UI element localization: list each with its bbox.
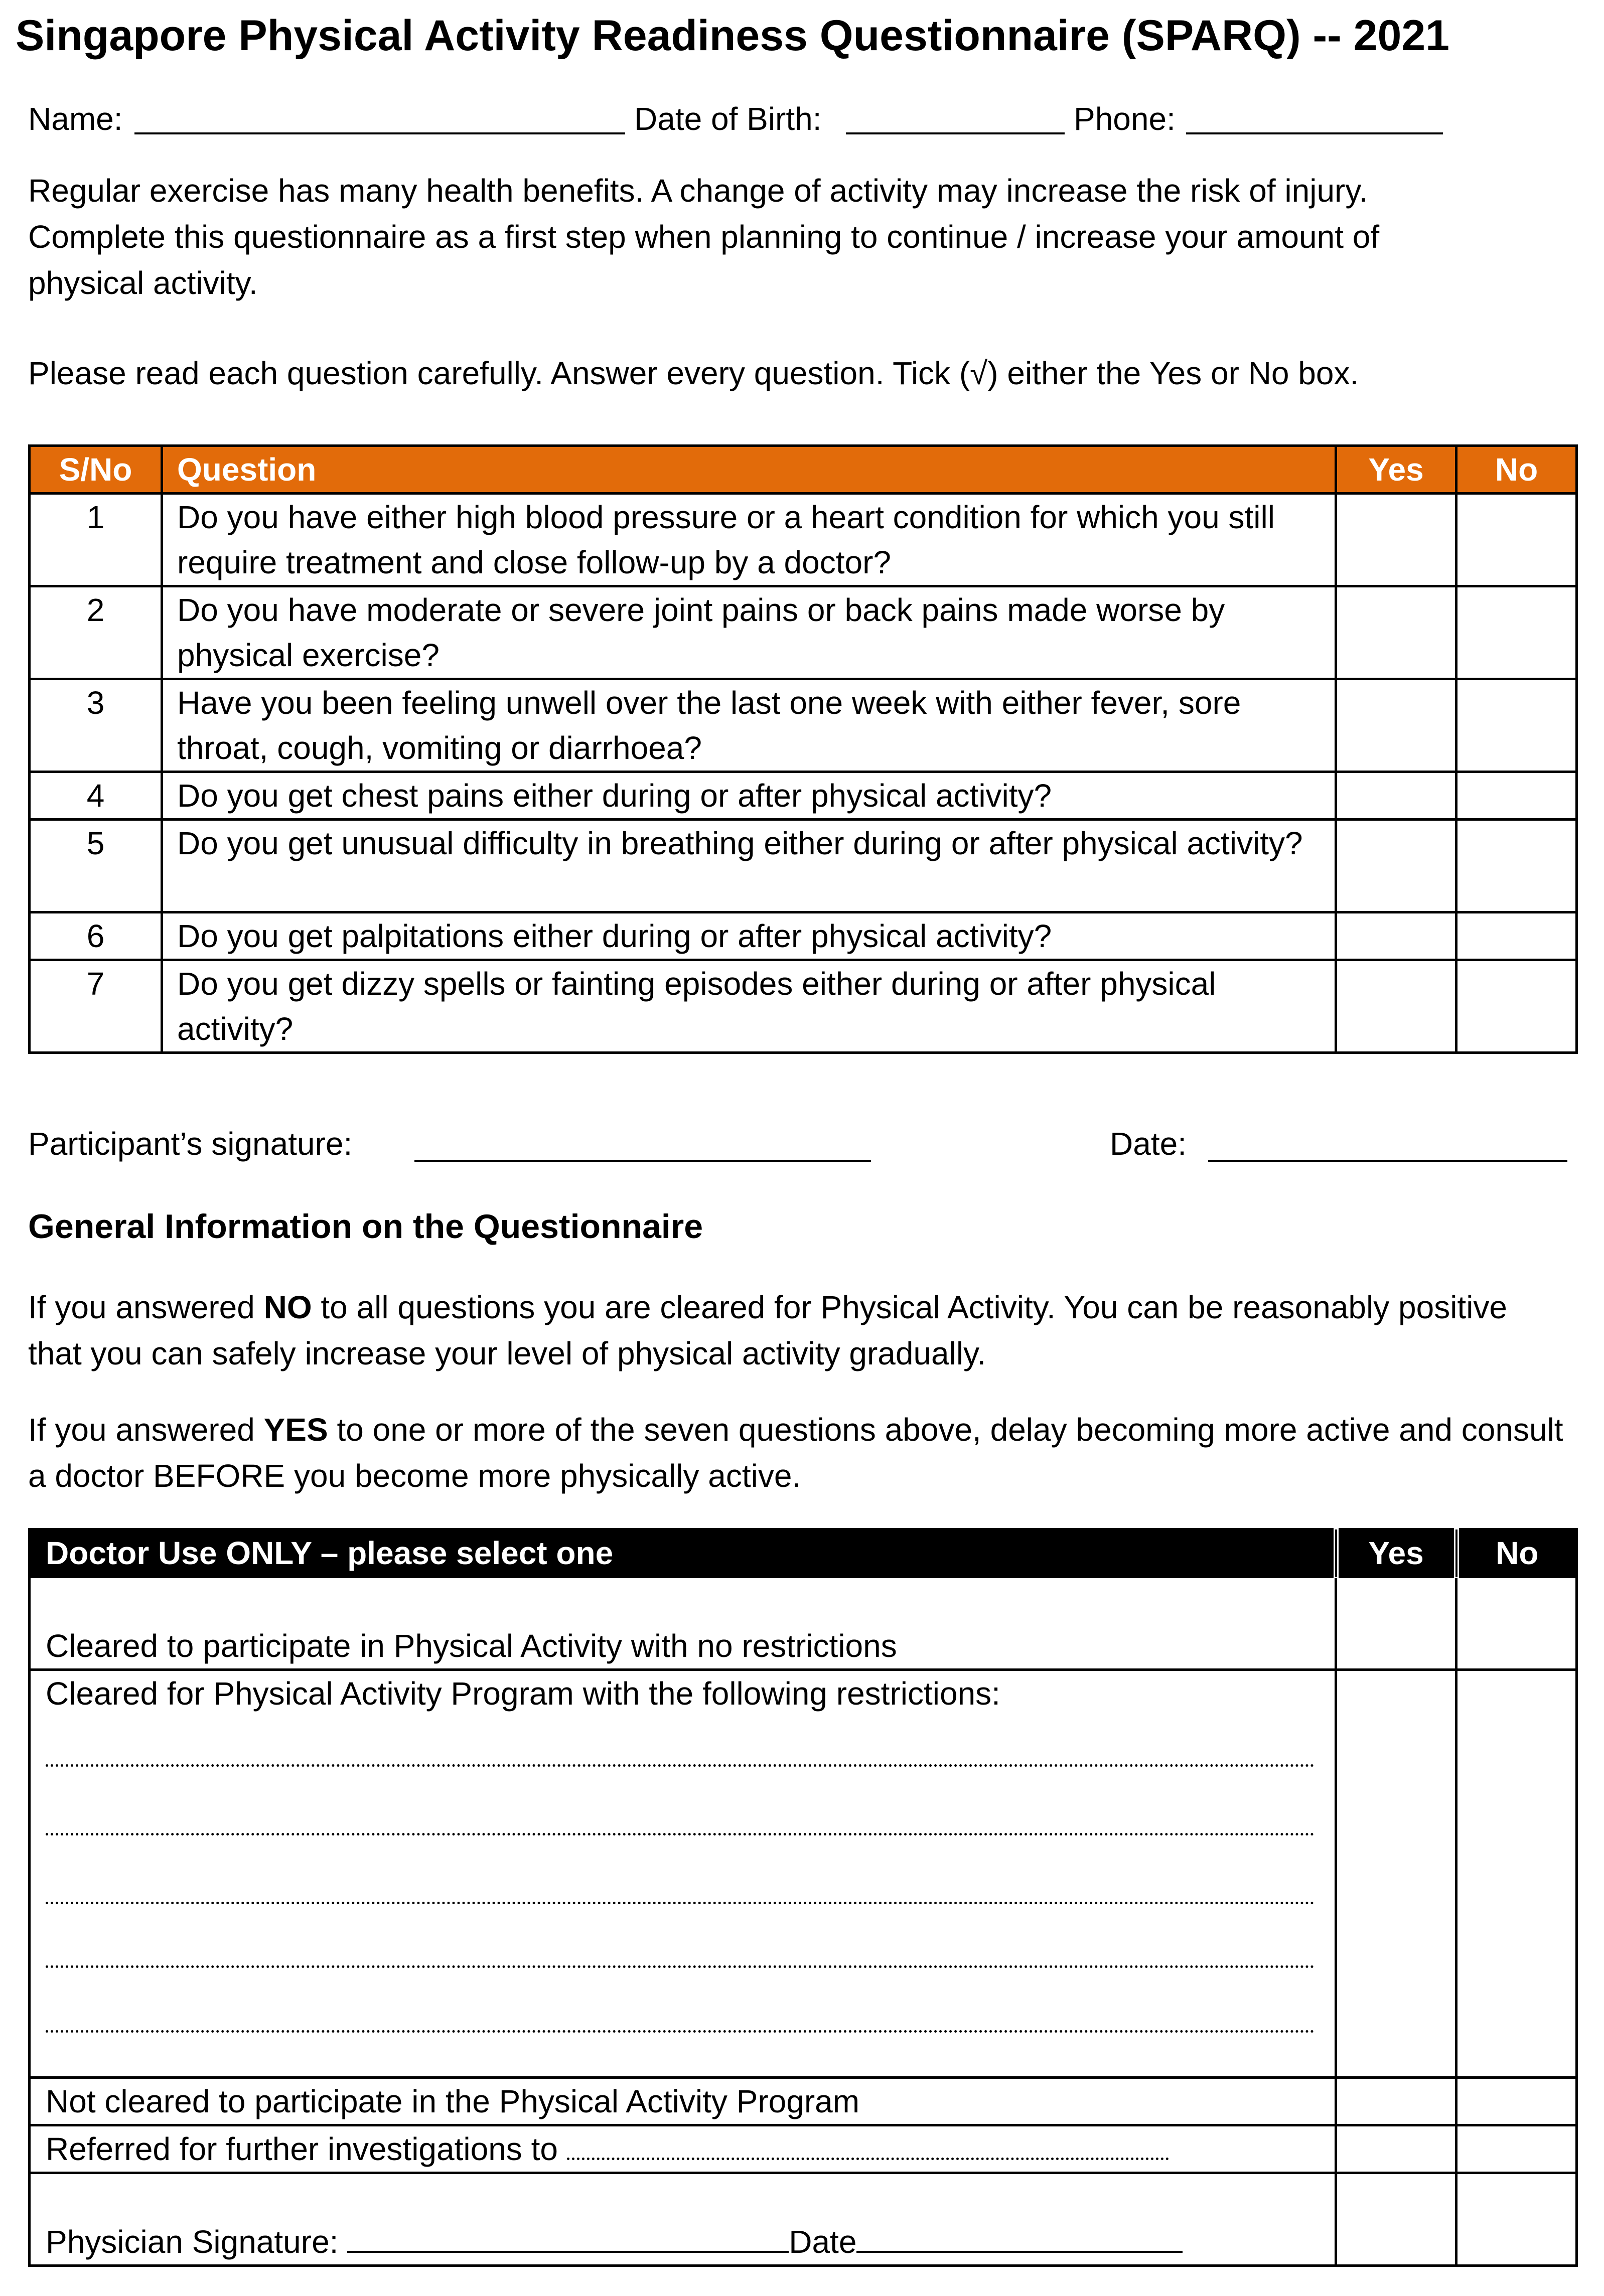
no-checkbox[interactable] bbox=[1456, 1670, 1577, 2078]
dob-label: Date of Birth: bbox=[634, 101, 822, 137]
general-info-paragraph-no: If you answered NO to all questions you are cleared for Physical Activity. You can be reasonably positive that you can safely increase your level of physical activity gradually. bbox=[28, 1289, 1507, 1371]
doctor-header-no: No bbox=[1456, 1529, 1577, 1577]
yes-checkbox[interactable] bbox=[1336, 2173, 1456, 2266]
restriction-line[interactable] bbox=[46, 1965, 1315, 1968]
yes-checkbox[interactable] bbox=[1336, 494, 1456, 586]
yes-checkbox[interactable] bbox=[1336, 1670, 1456, 2078]
doctor-table bbox=[28, 1528, 1578, 2267]
row-cleared-with-restrictions bbox=[30, 1670, 1336, 2078]
no-checkbox[interactable] bbox=[1456, 2125, 1577, 2173]
table-row bbox=[30, 2125, 1577, 2173]
restriction-line[interactable] bbox=[46, 1902, 1315, 1904]
name-label: Name: bbox=[28, 101, 123, 137]
question-number: 6 bbox=[30, 912, 162, 960]
yes-checkbox[interactable] bbox=[1336, 2078, 1456, 2125]
header-question: Question bbox=[162, 446, 1336, 494]
dob-field[interactable] bbox=[846, 132, 1065, 134]
table-row bbox=[30, 2078, 1577, 2125]
header-sno: S/No bbox=[30, 446, 162, 494]
signature-date-label: Date: bbox=[1110, 1126, 1187, 1162]
yes-checkbox[interactable] bbox=[1336, 586, 1456, 679]
general-info-paragraph-yes: If you answered YES to one or more of the seven questions above, delay becoming more active and consult a doctor BEFORE you become more physically active. bbox=[28, 1412, 1563, 1494]
restriction-line[interactable] bbox=[46, 1833, 1315, 1835]
table-row bbox=[30, 772, 1577, 820]
referred-field[interactable] bbox=[567, 2158, 1169, 2160]
yes-checkbox[interactable] bbox=[1336, 960, 1456, 1053]
table-row bbox=[30, 912, 1577, 960]
table-row bbox=[30, 679, 1577, 772]
no-checkbox[interactable] bbox=[1456, 679, 1577, 772]
question-number: 3 bbox=[30, 679, 162, 772]
table-row bbox=[30, 820, 1577, 912]
name-field[interactable] bbox=[134, 132, 625, 134]
question-table bbox=[28, 444, 1578, 1054]
question-text: Do you get chest pains either during or after physical activity? bbox=[162, 772, 1336, 820]
question-text: Do you have moderate or severe joint pains or back pains made worse by physical exercise? bbox=[162, 586, 1336, 679]
yes-checkbox[interactable] bbox=[1336, 679, 1456, 772]
question-number: 4 bbox=[30, 772, 162, 820]
restrictions-label: Cleared for Physical Activity Program with the following restrictions: bbox=[46, 1675, 1000, 1712]
signature-date-field[interactable] bbox=[1208, 1160, 1567, 1162]
table-row bbox=[30, 2173, 1577, 2266]
question-text: Do you get dizzy spells or fainting episodes either during or after physical activity? bbox=[162, 960, 1336, 1053]
yes-checkbox[interactable] bbox=[1336, 2125, 1456, 2173]
row-not-cleared: Not cleared to participate in the Physical Activity Program bbox=[30, 2078, 1336, 2125]
no-checkbox[interactable] bbox=[1456, 586, 1577, 679]
no-checkbox[interactable] bbox=[1456, 494, 1577, 586]
participant-signature-label: Participant’s signature: bbox=[28, 1126, 353, 1162]
no-checkbox[interactable] bbox=[1456, 912, 1577, 960]
physician-date-field[interactable] bbox=[856, 2251, 1183, 2253]
table-row bbox=[30, 1670, 1577, 2078]
no-checkbox[interactable] bbox=[1456, 820, 1577, 912]
participant-signature-field[interactable] bbox=[414, 1160, 871, 1162]
header-yes: Yes bbox=[1336, 446, 1456, 494]
restriction-line[interactable] bbox=[46, 2030, 1315, 2033]
no-checkbox[interactable] bbox=[1456, 2078, 1577, 2125]
no-checkbox[interactable] bbox=[1456, 772, 1577, 820]
yes-checkbox[interactable] bbox=[1336, 820, 1456, 912]
question-number: 5 bbox=[30, 820, 162, 912]
yes-checkbox[interactable] bbox=[1336, 1577, 1456, 1670]
page-title: Singapore Physical Activity Readiness Questionnaire (SPARQ) -- 2021 bbox=[16, 12, 1449, 60]
yes-checkbox[interactable] bbox=[1336, 912, 1456, 960]
no-checkbox[interactable] bbox=[1456, 1577, 1577, 1670]
table-row bbox=[30, 960, 1577, 1053]
doctor-header: Doctor Use ONLY – please select one bbox=[30, 1529, 1336, 1577]
question-text: Do you have either high blood pressure or a heart condition for which you still require treatment and close follow-up by a doctor? bbox=[162, 494, 1336, 586]
row-cleared-no-restrictions: Cleared to participate in Physical Activity with no restrictions bbox=[30, 1577, 1336, 1670]
phone-field[interactable] bbox=[1186, 132, 1443, 134]
question-number: 2 bbox=[30, 586, 162, 679]
row-physician-signature bbox=[30, 2173, 1336, 2266]
doctor-header-yes: Yes bbox=[1336, 1529, 1456, 1577]
header-no: No bbox=[1456, 446, 1577, 494]
phone-label: Phone: bbox=[1074, 101, 1176, 137]
question-text: Have you been feeling unwell over the last one week with either fever, sore throat, cough, vomiting or diarrhoea? bbox=[162, 679, 1336, 772]
no-checkbox[interactable] bbox=[1456, 960, 1577, 1053]
table-row bbox=[30, 494, 1577, 586]
question-number: 1 bbox=[30, 494, 162, 586]
question-number: 7 bbox=[30, 960, 162, 1053]
physician-date-label: Date bbox=[789, 2224, 857, 2260]
physician-signature-field[interactable] bbox=[347, 2251, 789, 2253]
question-text: Do you get palpitations either during or after physical activity? bbox=[162, 912, 1336, 960]
general-info-heading: General Information on the Questionnaire bbox=[28, 1207, 703, 1246]
restriction-line[interactable] bbox=[46, 1764, 1315, 1767]
no-checkbox[interactable] bbox=[1456, 2173, 1577, 2266]
instruction-text: Please read each question carefully. Answer every question. Tick (√) either the Yes or No box. bbox=[28, 355, 1359, 391]
row-referred: Referred for further investigations to bbox=[30, 2125, 1336, 2173]
table-row bbox=[30, 1577, 1577, 1670]
intro-paragraph: Regular exercise has many health benefits. A change of activity may increase the risk of injury. Complete this questionnaire as a first step when planning to continue / increase your amount of physical activity. bbox=[28, 173, 1380, 301]
yes-checkbox[interactable] bbox=[1336, 772, 1456, 820]
table-row bbox=[30, 586, 1577, 679]
question-text: Do you get unusual difficulty in breathing either during or after physical activity? bbox=[162, 820, 1336, 912]
physician-signature-label: Physician Signature: bbox=[46, 2224, 339, 2260]
